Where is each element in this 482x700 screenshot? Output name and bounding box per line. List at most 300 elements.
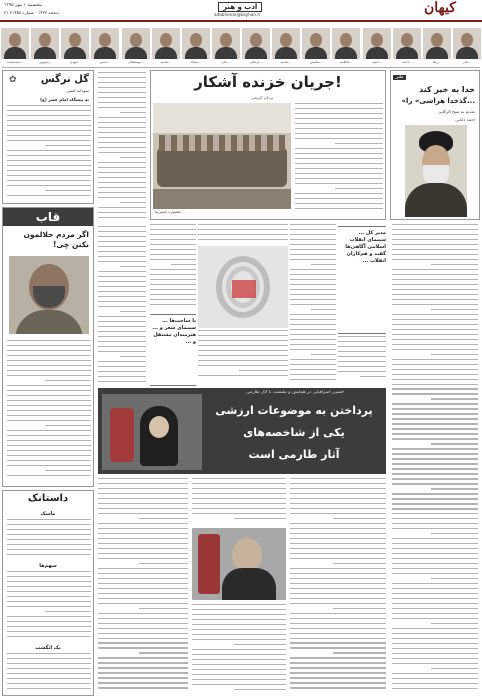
interview-headline-2: یکی از شاخصه‌های	[243, 426, 345, 439]
text-line	[290, 662, 386, 663]
text-line	[98, 523, 188, 524]
text-line	[98, 677, 188, 678]
headshot-label: محمد...	[160, 60, 172, 64]
center-text-mid-1	[98, 226, 146, 386]
text-line	[98, 231, 146, 232]
text-line	[290, 558, 386, 559]
text-line	[7, 135, 91, 136]
text-line	[290, 249, 336, 250]
text-line	[98, 508, 188, 509]
text-line	[290, 294, 336, 295]
text-line	[98, 127, 146, 128]
headshot-label: مرتضی...	[249, 60, 263, 64]
text-line	[150, 269, 196, 270]
text-line	[290, 339, 336, 340]
text-line	[338, 336, 386, 337]
text-line	[7, 653, 91, 654]
text-line	[392, 493, 478, 494]
text-line	[139, 652, 189, 653]
text-line	[290, 224, 336, 225]
text-line	[98, 361, 146, 362]
pull-quote-1	[338, 226, 386, 334]
headshot-label: علی...	[221, 60, 231, 64]
text-line	[392, 473, 478, 474]
text-line	[98, 483, 188, 484]
text-line	[150, 299, 196, 300]
text-line	[45, 470, 91, 471]
text-line	[392, 304, 478, 305]
text-line	[392, 314, 478, 315]
text-line	[295, 148, 383, 149]
text-line	[98, 682, 188, 683]
text-line	[7, 155, 91, 156]
text-line	[392, 563, 478, 564]
text-line	[98, 197, 146, 198]
text-line	[333, 518, 386, 519]
text-line	[7, 606, 91, 607]
golnargis-subhead: به پیشگاه امام عصر (ع)	[40, 97, 89, 102]
text-line	[7, 170, 91, 171]
text-line	[290, 369, 336, 370]
satire-subline: تقدیم به شیخ الزکاتی	[438, 109, 475, 114]
headshot	[363, 28, 391, 59]
text-line	[290, 618, 386, 619]
headshot-label: محسن...	[309, 60, 323, 64]
center-left-text-col-1	[98, 72, 146, 222]
text-line	[98, 583, 188, 584]
text-line	[7, 688, 91, 689]
text-line	[392, 364, 478, 365]
interview-body-col-3	[192, 604, 286, 696]
masthead	[0, 0, 482, 20]
text-line	[7, 581, 91, 582]
text-line	[98, 271, 146, 272]
text-line	[392, 583, 478, 584]
text-line	[392, 498, 478, 499]
text-line	[98, 167, 146, 168]
center-text-mid-6	[338, 336, 386, 384]
text-line	[290, 513, 386, 514]
text-line	[290, 568, 386, 569]
text-line	[295, 118, 383, 119]
text-line	[392, 603, 478, 604]
text-line	[295, 123, 383, 124]
text-line	[98, 137, 146, 138]
headshot	[332, 28, 360, 59]
text-line	[392, 483, 478, 484]
text-line	[45, 190, 91, 191]
story-1-body	[7, 519, 91, 559]
text-line	[7, 475, 91, 476]
main-group-photo	[153, 103, 291, 209]
text-line	[295, 178, 383, 179]
text-line	[98, 187, 146, 188]
cleric-photo	[405, 125, 467, 217]
interview-headline-1: پرداختن به موضوعات ارزشی	[215, 404, 373, 417]
headshot	[31, 28, 59, 59]
text-line	[98, 87, 146, 88]
text-line	[45, 145, 91, 146]
text-line	[98, 642, 188, 643]
text-line	[7, 390, 91, 391]
text-line	[150, 249, 196, 250]
text-line	[98, 533, 188, 534]
text-line	[338, 341, 386, 342]
satire-body	[392, 224, 478, 696]
text-line	[338, 366, 386, 367]
text-line	[360, 376, 386, 377]
text-line	[7, 360, 91, 361]
masthead-rule	[0, 20, 482, 22]
text-line	[392, 518, 478, 519]
text-line	[290, 667, 386, 668]
text-line	[7, 405, 91, 406]
headshot-label: حمید...	[371, 60, 383, 64]
text-line	[290, 319, 336, 320]
text-line	[431, 443, 478, 444]
text-line	[192, 614, 286, 615]
text-line	[392, 453, 478, 454]
text-line	[338, 351, 386, 352]
text-line	[290, 299, 336, 300]
pull-quote-2	[150, 314, 196, 386]
text-line	[392, 299, 478, 300]
text-line	[98, 623, 188, 624]
headshot	[91, 28, 119, 59]
text-line	[7, 115, 91, 116]
text-line	[7, 105, 91, 106]
headshot	[152, 28, 180, 59]
text-line	[98, 341, 146, 342]
text-line	[290, 239, 336, 240]
text-line	[392, 393, 478, 394]
text-line	[392, 274, 478, 275]
text-line	[392, 374, 478, 375]
text-line	[392, 408, 478, 409]
text-line	[98, 553, 188, 554]
text-line	[7, 120, 91, 121]
text-line	[338, 371, 386, 372]
text-line	[7, 455, 91, 456]
text-line	[7, 340, 91, 341]
text-line	[7, 355, 91, 356]
text-line	[192, 629, 286, 630]
text-line	[198, 335, 288, 336]
text-line	[120, 266, 146, 267]
headshot	[393, 28, 421, 59]
text-line	[311, 309, 336, 310]
text-line	[7, 465, 91, 466]
text-line	[98, 182, 146, 183]
text-line	[392, 643, 478, 644]
headshot	[242, 28, 270, 59]
text-line	[295, 168, 383, 169]
text-line	[392, 334, 478, 335]
text-line	[290, 254, 336, 255]
text-line	[7, 435, 91, 436]
text-line	[198, 375, 288, 376]
text-line	[392, 234, 478, 235]
text-line	[290, 593, 386, 594]
text-line	[392, 613, 478, 614]
text-line	[98, 97, 146, 98]
text-line	[139, 608, 189, 609]
flower-icon: ✿	[9, 75, 17, 85]
text-line	[290, 528, 386, 529]
satire-box	[390, 70, 480, 220]
text-line	[192, 684, 286, 685]
text-line	[295, 153, 383, 154]
headshot	[182, 28, 210, 59]
text-line	[98, 647, 188, 648]
interview-photo-2	[192, 528, 286, 600]
text-line	[392, 568, 478, 569]
text-line	[392, 558, 478, 559]
headshot	[302, 28, 330, 59]
text-line	[7, 539, 91, 540]
text-line	[290, 289, 336, 290]
text-line	[7, 185, 91, 186]
center-text-mid-3	[198, 224, 288, 244]
qab-title: قاب	[3, 208, 93, 226]
text-line	[98, 326, 146, 327]
text-line	[98, 331, 146, 332]
text-line	[150, 254, 196, 255]
headshot	[212, 28, 240, 59]
text-line	[295, 183, 383, 184]
headshot	[61, 28, 89, 59]
text-line	[192, 654, 286, 655]
text-line	[98, 558, 188, 559]
text-line	[98, 296, 146, 297]
text-line	[98, 498, 188, 499]
text-line	[290, 533, 386, 534]
section-logo: ادب و هنر	[218, 2, 262, 12]
text-line	[290, 578, 386, 579]
text-line	[7, 658, 91, 659]
text-line	[392, 359, 478, 360]
text-line	[192, 498, 286, 499]
text-line	[290, 329, 336, 330]
text-line	[290, 503, 386, 504]
text-line	[98, 513, 188, 514]
text-line	[7, 110, 91, 111]
text-line	[392, 294, 478, 295]
text-line	[290, 344, 336, 345]
text-line	[198, 365, 288, 366]
text-line	[392, 269, 478, 270]
text-line	[198, 355, 288, 356]
text-line	[98, 488, 188, 489]
text-line	[98, 192, 146, 193]
text-line	[98, 662, 188, 663]
text-line	[98, 638, 188, 639]
text-line	[290, 493, 386, 494]
text-line	[7, 410, 91, 411]
text-line	[7, 586, 91, 587]
text-line	[392, 254, 478, 255]
text-line	[290, 314, 336, 315]
text-line	[98, 92, 146, 93]
interview-body-col-2	[192, 478, 286, 524]
quote-2-text: با ساخت‌ها ... سینمای شعر و ... هنرمندان مستقل و ...	[152, 318, 196, 345]
text-line	[431, 354, 478, 355]
text-line	[392, 618, 478, 619]
text-line	[98, 573, 188, 574]
main-story-body	[295, 103, 383, 217]
text-line	[45, 380, 91, 381]
text-line	[150, 244, 196, 245]
text-line	[198, 234, 288, 235]
text-line	[295, 203, 383, 204]
text-line	[290, 488, 386, 489]
text-line	[7, 370, 91, 371]
text-line	[192, 669, 286, 670]
text-line	[333, 563, 386, 564]
text-line	[98, 376, 146, 377]
text-line	[192, 664, 286, 665]
text-line	[98, 276, 146, 277]
headshot	[122, 28, 150, 59]
interview-headline-3: آثار طارمی است	[248, 448, 340, 461]
text-line	[198, 340, 288, 341]
text-line	[98, 207, 146, 208]
golnargis-title: گل نرگس	[40, 74, 89, 85]
text-line	[192, 639, 286, 640]
headshot-label: سجاد...	[190, 60, 202, 64]
text-line	[7, 626, 91, 627]
text-line	[7, 430, 91, 431]
headshot	[423, 28, 451, 59]
text-line	[290, 229, 336, 230]
text-line	[290, 483, 386, 484]
text-line	[192, 508, 286, 509]
story-1-title: ماسک	[40, 511, 56, 517]
interview-body-col-4	[290, 478, 386, 696]
text-line	[7, 345, 91, 346]
text-line	[392, 448, 478, 449]
text-line	[192, 488, 286, 489]
text-line	[7, 678, 91, 679]
text-line	[290, 334, 336, 335]
text-line	[98, 316, 146, 317]
text-line	[192, 604, 286, 605]
text-line	[98, 366, 146, 367]
headshot-label: مهدی...	[69, 60, 81, 64]
story-3-body	[7, 653, 91, 693]
text-line	[392, 423, 478, 424]
text-line	[98, 82, 146, 83]
text-line	[290, 508, 386, 509]
text-line	[98, 543, 188, 544]
text-line	[295, 108, 383, 109]
text-line	[392, 463, 478, 464]
golnargis-body	[7, 105, 91, 201]
text-line	[150, 229, 196, 230]
text-line	[7, 673, 91, 674]
text-line	[7, 440, 91, 441]
text-line	[392, 418, 478, 419]
text-line	[192, 503, 286, 504]
interview-band	[98, 388, 386, 474]
text-line	[98, 107, 146, 108]
text-line	[198, 229, 288, 230]
text-line	[98, 478, 188, 479]
text-line	[392, 543, 478, 544]
text-line	[290, 379, 336, 380]
text-line	[7, 130, 91, 131]
text-line	[45, 425, 91, 426]
text-line	[392, 553, 478, 554]
text-line	[7, 450, 91, 451]
main-headline: جریان خزنده آشکار!	[194, 73, 342, 91]
text-line	[234, 518, 286, 519]
text-line	[392, 284, 478, 285]
text-line	[98, 667, 188, 668]
text-line	[290, 234, 336, 235]
text-line	[98, 77, 146, 78]
text-line	[98, 177, 146, 178]
text-line	[290, 359, 336, 360]
text-line	[290, 603, 386, 604]
text-line	[98, 142, 146, 143]
text-line	[392, 413, 478, 414]
text-line	[150, 304, 196, 305]
text-line	[392, 224, 478, 225]
text-line	[98, 122, 146, 123]
email-line[interactable]: adabhonar@kayhan.ir	[214, 12, 261, 17]
text-line	[192, 619, 286, 620]
text-line	[392, 244, 478, 245]
text-line	[150, 259, 196, 260]
text-line	[290, 682, 386, 683]
text-line	[198, 350, 288, 351]
text-line	[192, 478, 286, 479]
text-line	[290, 259, 336, 260]
text-line	[338, 361, 386, 362]
text-line	[392, 663, 478, 664]
text-line	[392, 478, 478, 479]
text-line	[171, 264, 196, 265]
satire-tag: طنز	[393, 75, 406, 80]
text-line	[7, 554, 91, 555]
headshot-label: رضا...	[432, 60, 442, 64]
satire-headline-1: خدا به خیر کند	[419, 85, 475, 94]
qab-body	[7, 340, 91, 484]
text-line	[192, 609, 286, 610]
golnargis-byline: سودابه امینی	[66, 88, 89, 93]
text-line	[431, 668, 478, 669]
text-line	[7, 596, 91, 597]
text-line	[7, 549, 91, 550]
text-line	[198, 330, 288, 331]
text-line	[7, 576, 91, 577]
headshot-label: یوسفعلی...	[127, 60, 145, 64]
text-line	[150, 239, 196, 240]
text-line	[392, 349, 478, 350]
text-line	[192, 649, 286, 650]
text-line	[150, 234, 196, 235]
text-line	[198, 360, 288, 361]
text-line	[120, 356, 146, 357]
text-line	[7, 180, 91, 181]
text-line	[290, 498, 386, 499]
headshot-label: احمد...	[401, 60, 412, 64]
text-line	[431, 533, 478, 534]
text-line	[333, 608, 386, 609]
text-line	[392, 548, 478, 549]
text-line	[192, 679, 286, 680]
